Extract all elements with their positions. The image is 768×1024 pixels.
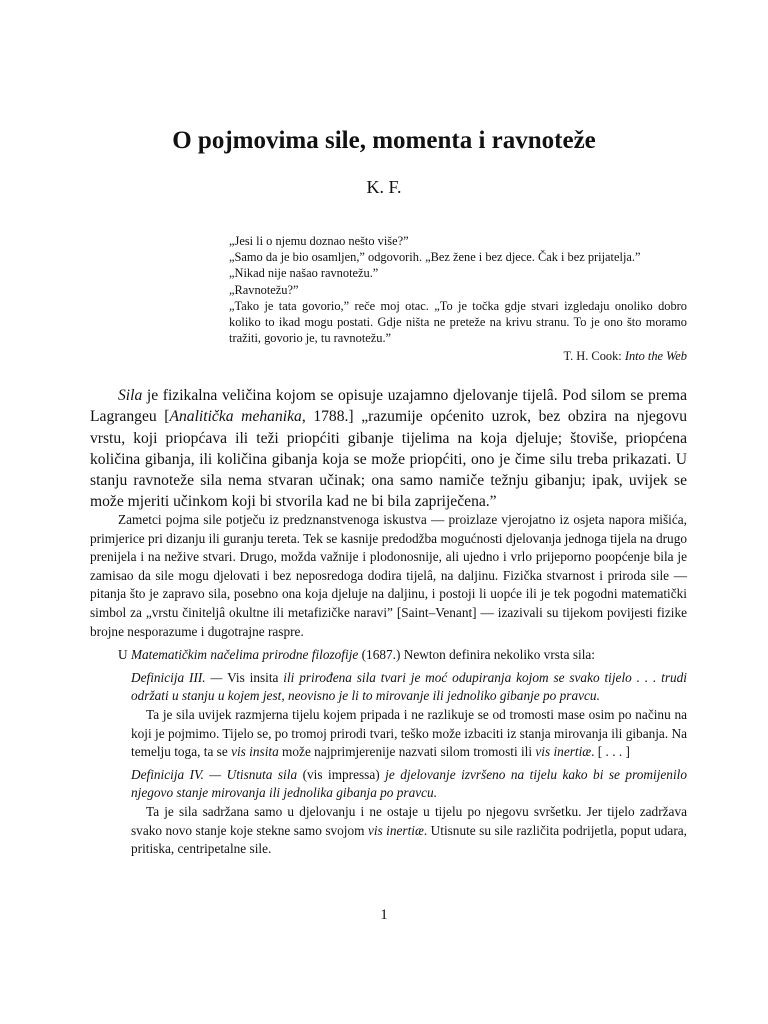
citation-work: Into the Web: [624, 349, 687, 364]
definition-iii: [90, 669, 687, 706]
epigraph-line: „Jesi li o njemu doznao nešto više?”: [229, 234, 409, 248]
epigraph-line: „Ravnotežu?”: [229, 282, 299, 297]
definition-text: ili prirođena sila tvari je moć odupiranja kojom se svako tijelo . . . trudi održati u stanju u kojem jest, neovisno je li to mirovanje ili jednoliko gibanje po pravcu.: [131, 669, 687, 704]
commentary-term: vis inertiæ: [367, 822, 424, 838]
page-number: 1: [380, 907, 388, 923]
definition-text: je djelovanje izvršeno na tijelu kako bi se promijenilo njegovo stanje mirovanja ili jednolika gibanja po pravcu.: [131, 766, 687, 801]
commentary-term: vis insita: [231, 744, 279, 760]
body-text: [90, 511, 687, 859]
definition-label: Definicija III. —: [131, 669, 228, 685]
commentary-text: . Utisnute su sile različita podrijetla, poput udara, pritiska, centripetalne sile.: [131, 822, 687, 857]
epigraph: [229, 233, 687, 365]
newton-work-title: Matematičkim načelima prirodne filozofije: [130, 647, 359, 663]
paragraph-text: (1687.) Newton definira nekoliko vrsta sila:: [358, 647, 595, 663]
commentary-text: . [ . . . ]: [591, 744, 630, 760]
epigraph-line: „Nikad nije našao ravnotežu.”: [229, 266, 379, 281]
body-paragraph: Zametci pojma sile potječu iz predznanstvenoga iskustva — proizlaze vjerojatno iz osjeta napora mišića, primjerice pri dizanju ili guranju tereta. Tek se kasnije predodžba mogućnosti djelovanja jednoga tijela na drugo prenijela i na nežive stvari. Drugo, možda važnije i plodonosnije, ali ujedno i vrlo prijeporno poopćenje bila je zamisao da sile mogu djelovati i bez neposredoga dodira tijelâ, na daljinu. Fizička stvarnost i priroda sile — pitanja što je zapravo sila, posebno ona koja djeluje na daljinu, i postoji li uopće ili je tek pogodni matematički simbol za „vrstu činiteljâ okultne ili metafizičke naravi” [Saint–Venant] — izazivali su tijekom povijesti fizike brojne nesporazume i dugotrajne raspre.: [90, 512, 687, 639]
commentary-text: Ta je sila uvijek razmjerna tijelu kojem pripada i ne razlikuje se od tromosti mase osim po načinu na koji je pojmimo. Tijelo se, po tromoj prirodi tvari, teško može izbaciti iz stanja mirovanja ili gibanja. Na temelju toga, ta se: [131, 706, 687, 760]
lead-term: Sila: [118, 387, 143, 404]
definition-term: Utisnuta sila: [226, 766, 298, 782]
definition-iv: [90, 766, 687, 803]
lead-text: , 1788.] „razumije općenito uzrok, bez obzira na njegovu vrstu, koji priopćava ili teži priopćiti gibanje tijelima na koja djeluje; štoviše, priopćena količina gibanja, ili količina gibanja koja se može priopćiti, ono je čime silu treba prikazati. U stanju ravnoteže sila nema stvaran učinak; ona samo namiče težnju gibanju; ipak, uvijek se može mjeriti učinkom koji bi stvorila kad ne bi bila zapriječena.”: [90, 408, 687, 511]
epigraph-line: „Tako je tata govorio,” reče moj otac. „To je točka gdje stvari izgledaju onoliko dobro koliko to ikad mogu postati. Gdje ništa ne preteže na krivu stranu. To je ono što moramo tražiti, govorio je, tu ravnotežu.”: [229, 298, 687, 346]
lead-text: je fizikalna veličina kojom se opisuje uzajamno djelovanje tijelâ. Pod silom se prema Lagrangeu [: [90, 387, 687, 426]
citation-author: T. H. Cook:: [563, 349, 622, 364]
definition-label: Definicija IV. —: [131, 766, 227, 782]
body-paragraph: [90, 646, 687, 665]
lead-reference-work: Analitička mehanika: [169, 408, 302, 426]
document-title: O pojmovima sile, momenta i ravnoteže: [172, 127, 596, 154]
lead-paragraph: [90, 385, 687, 513]
definition-term: Vis insita: [227, 669, 279, 685]
epigraph-citation: [229, 348, 687, 364]
definition-latin: (vis impressa): [297, 766, 386, 782]
commentary-term: vis inertiæ: [535, 744, 592, 760]
definition-commentary: [90, 706, 687, 762]
definition-commentary: [90, 803, 687, 859]
epigraph-line: „Samo da je bio osamljen,” odgovorih. „Bez žene i bez djece. Čak i bez prijatelja.”: [229, 250, 641, 265]
paragraph-text: U: [118, 647, 131, 663]
commentary-text: Ta je sila sadržana samo u djelovanju i ne ostaje u tijelu po njegovu svršetku. Jer tijelo zadržava svako novo stanje koje stekne samo svojom: [131, 803, 687, 838]
author-initials: K. F.: [366, 177, 402, 197]
commentary-text: može najprimjerenije nazvati silom tromosti ili: [278, 744, 536, 760]
